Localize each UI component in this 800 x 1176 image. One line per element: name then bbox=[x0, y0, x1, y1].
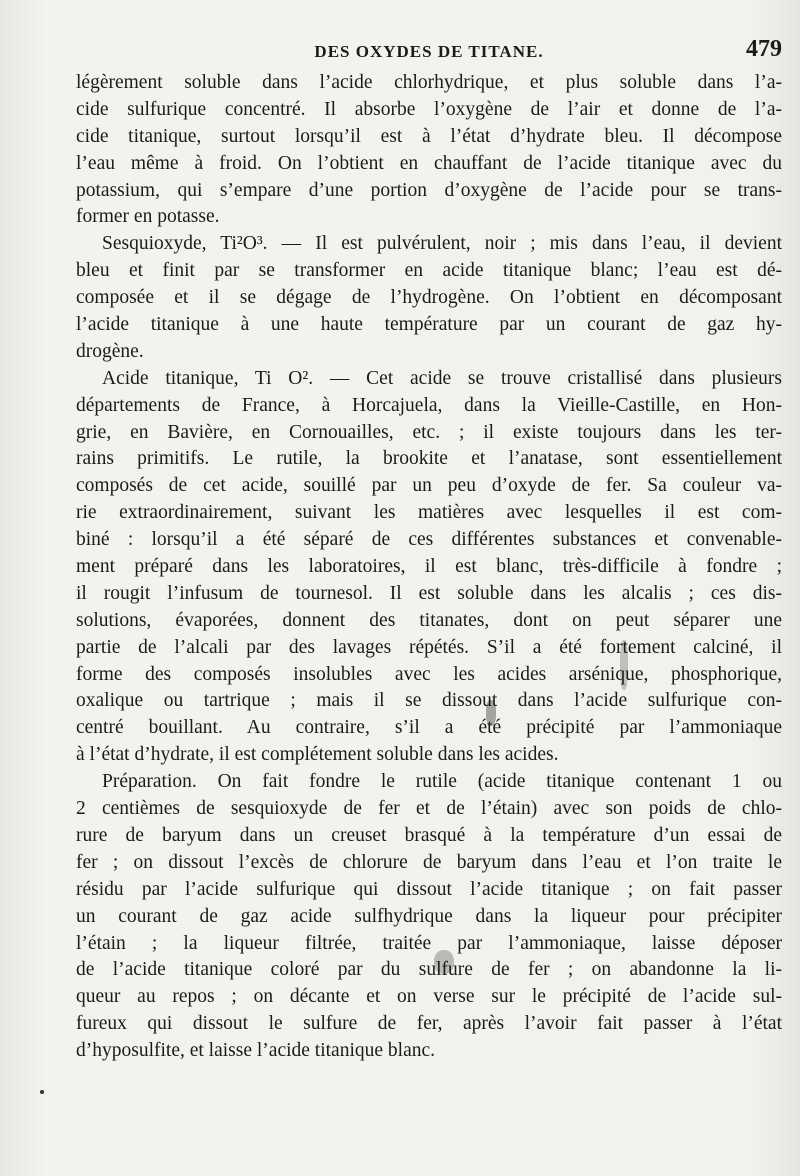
text-line: à l’état d’hydrate, il est complétement soluble dans les acides. bbox=[76, 744, 559, 766]
text-line: biné : lorsqu’il a été séparé de ces différentes substances et convenable- bbox=[76, 529, 782, 551]
text-line: forme des composés insolubles avec les acides arsénique, phosphorique, bbox=[76, 663, 782, 685]
ink-smudge bbox=[620, 640, 628, 690]
text-line: rure de baryum dans un creuset brasqué à la température d’un essai de bbox=[76, 824, 782, 846]
text-line: potassium, qui s’empare d’une portion d’oxygène de l’acide pour se trans- bbox=[76, 179, 782, 201]
text-line: rie extraordinairement, suivant les matières avec lesquelles il est com- bbox=[76, 502, 782, 524]
text-line: composée et il se dégage de l’hydrogène. On l’obtient en décomposant bbox=[76, 287, 782, 309]
text-line: 2 centièmes de sesquioxyde de fer et de l’étain) avec son poids de chlo- bbox=[76, 798, 782, 820]
text-line: grie, en Bavière, en Cornouailles, etc. ; il existe toujours dans les ter- bbox=[76, 421, 782, 443]
text-line: composés de cet acide, souillé par un peu d’oxyde de fer. Sa couleur va- bbox=[76, 475, 782, 497]
page-header bbox=[76, 36, 782, 70]
text-line: l’acide titanique à une haute température par un courant de gaz hy- bbox=[76, 314, 782, 336]
text-line: queur au repos ; on décante et on verse sur le précipité de l’acide sul- bbox=[76, 986, 782, 1008]
text-line: l’eau même à froid. On l’obtient en chauffant de l’acide titanique avec du bbox=[76, 152, 782, 174]
paragraph-preparation: Préparation. On fait fondre le rutile (acide titanique contenant 1 ou bbox=[102, 771, 782, 793]
text-line: résidu par l’acide sulfurique qui dissout l’acide titanique ; on fait passer bbox=[76, 878, 782, 900]
margin-mark bbox=[40, 1090, 44, 1094]
text-line: fureux qui dissout le sulfure de fer, après l’avoir fait passer à l’état bbox=[76, 1013, 782, 1035]
text-line: ment préparé dans les laboratoires, il est blanc, très-difficile à fondre ; bbox=[76, 556, 782, 578]
text-line: bleu et finit par se transformer en acide titanique blanc; l’eau est dé- bbox=[76, 260, 782, 282]
text-line: centré bouillant. Au contraire, s’il a été précipité par l’ammoniaque bbox=[76, 717, 782, 739]
text-line: cide titanique, surtout lorsqu’il est à l’état d’hydrate bleu. Il décompose bbox=[76, 125, 782, 147]
text-line: d’hyposulfite, et laisse l’acide titanique blanc. bbox=[76, 1040, 436, 1062]
paragraph-sesquioxyde: Sesquioxyde, Ti²O³. — Il est pulvérulent, noir ; mis dans l’eau, il devient bbox=[102, 233, 782, 255]
text-line: rains primitifs. Le rutile, la brookite et l’anatase, sont essentiellement bbox=[76, 448, 782, 470]
text-line: partie de l’alcali par des lavages répétés. S’il a été fortement calciné, il bbox=[76, 636, 782, 658]
text-line: de l’acide titanique coloré par du sulfure de fer ; on abandonne la li- bbox=[76, 959, 782, 981]
text-line: former en potasse. bbox=[76, 206, 220, 228]
text-line: l’étain ; la liqueur filtrée, traitée par l’ammoniaque, laisse déposer bbox=[76, 932, 782, 954]
text-line: solutions, évaporées, donnent des titanates, dont on peut séparer une bbox=[76, 609, 782, 631]
ink-smudge bbox=[434, 950, 454, 974]
text-line: légèrement soluble dans l’acide chlorhydrique, et plus soluble dans l’a- bbox=[76, 72, 782, 93]
text-line: drogène. bbox=[76, 340, 144, 362]
paragraph-acide-titanique: Acide titanique, Ti O². — Cet acide se trouve cristallisé dans plusieurs bbox=[102, 367, 782, 389]
text-line: cide sulfurique concentré. Il absorbe l’oxygène de l’air et donne de l’a- bbox=[76, 98, 782, 120]
text-line: départements de France, à Horcajuela, dans la Vieille-Castille, en Hon- bbox=[76, 394, 782, 416]
running-title: DES OXYDES DE TITANE. bbox=[314, 42, 544, 61]
text-line: il rougit l’infusum de tournesol. Il est soluble dans les alcalis ; ces dis- bbox=[76, 582, 782, 604]
text-line: fer ; on dissout l’excès de chlorure de baryum dans l’eau et l’on traite le bbox=[76, 851, 782, 873]
ink-smudge bbox=[486, 700, 496, 726]
page-number: 479 bbox=[746, 36, 782, 62]
text-line: un courant de gaz acide sulfhydrique dans la liqueur pour précipiter bbox=[76, 905, 782, 927]
text-line: oxalique ou tartrique ; mais il se dissout dans l’acide sulfurique con- bbox=[76, 690, 782, 712]
body-text bbox=[76, 70, 782, 1065]
